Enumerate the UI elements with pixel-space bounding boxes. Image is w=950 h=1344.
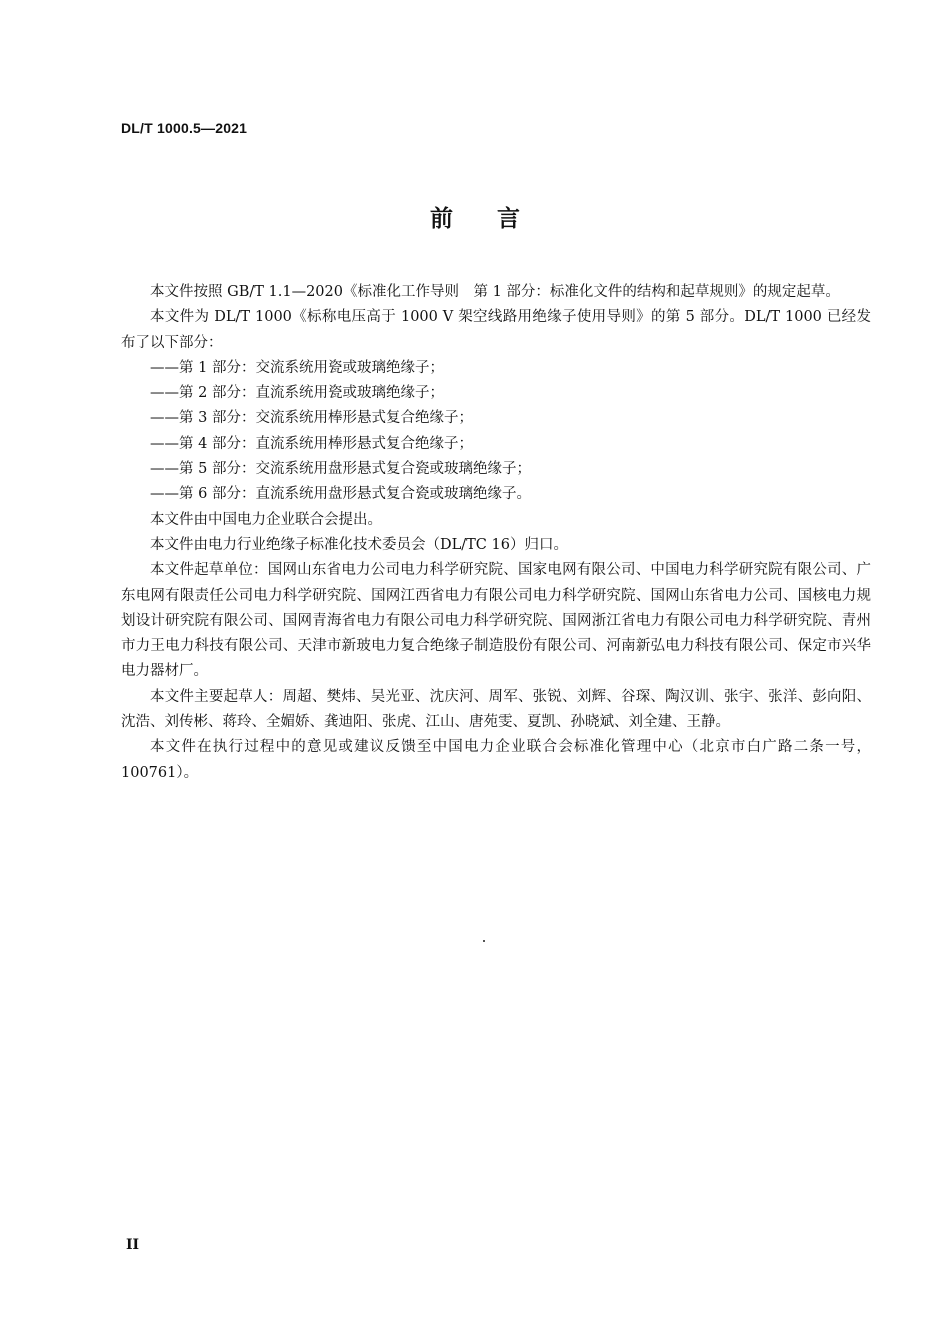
- page-number: II: [126, 1237, 140, 1253]
- paragraph-drafting-units: 本文件起草单位：国网山东省电力公司电力科学研究院、国家电网有限公司、中国电力科学研究院有限公司、广东电网有限责任公司电力科学研究院、国网江西省电力有限公司电力科学研究院、国网山东省电力公司、国核电力规划设计研究院有限公司、国网青海省电力有限公司电力科学研究院、国网浙江省电力有限公司电力科学研究院、青州市力王电力科技有限公司、天津市新玻电力复合绝缘子制造股份有限公司、河南新弘电力科技有限公司、保定市兴华电力器材厂。: [121, 562, 871, 680]
- list-item: ——第 4 部分：直流系统用棒形悬式复合绝缘子；: [150, 435, 473, 452]
- paragraph-drafters: 本文件主要起草人：周超、樊炜、吴光亚、沈庆河、周军、张锐、刘辉、谷琛、陶汉训、张宇、张洋、彭向阳、沈浩、刘传彬、蒋玲、全媚娇、龚迪阳、张虎、江山、唐苑雯、夏凯、孙晓斌、刘全建、王静。: [121, 688, 871, 731]
- document-code: DL/T 1000.5—2021: [121, 120, 248, 136]
- foreword-body: [121, 280, 871, 786]
- paragraph-committee: 本文件由电力行业绝缘子标准化技术委员会（DL/TC 16）归口。: [150, 536, 568, 553]
- section-title: 前言: [430, 206, 564, 232]
- list-item: ——第 6 部分：直流系统用盘形悬式复合瓷或玻璃绝缘子。: [150, 486, 531, 503]
- list-item: ——第 1 部分：交流系统用瓷或玻璃绝缘子；: [150, 359, 444, 376]
- paragraph-proposer: 本文件由中国电力企业联合会提出。: [150, 511, 382, 528]
- paragraph-series-info: 本文件为 DL/T 1000《标称电压高于 1000 V 架空线路用绝缘子使用导则》的第 5 部分。DL/T 1000 已经发布了以下部分：: [121, 309, 871, 351]
- parts-list: [121, 356, 871, 508]
- list-item: ——第 3 部分：交流系统用棒形悬式复合绝缘子；: [150, 410, 473, 427]
- paragraph-drafting-rules: 本文件按照 GB/T 1.1—2020《标准化工作导则 第 1 部分：标准化文件的结构和起草规则》的规定起草。: [150, 284, 840, 300]
- paragraph-feedback: 本文件在执行过程中的意见或建议反馈至中国电力企业联合会标准化管理中心（北京市白广路二条一号，100761）。: [121, 739, 871, 781]
- scan-speck: [483, 940, 485, 942]
- list-item: ——第 2 部分：直流系统用瓷或玻璃绝缘子；: [150, 385, 444, 402]
- list-item: ——第 5 部分：交流系统用盘形悬式复合瓷或玻璃绝缘子；: [150, 461, 531, 478]
